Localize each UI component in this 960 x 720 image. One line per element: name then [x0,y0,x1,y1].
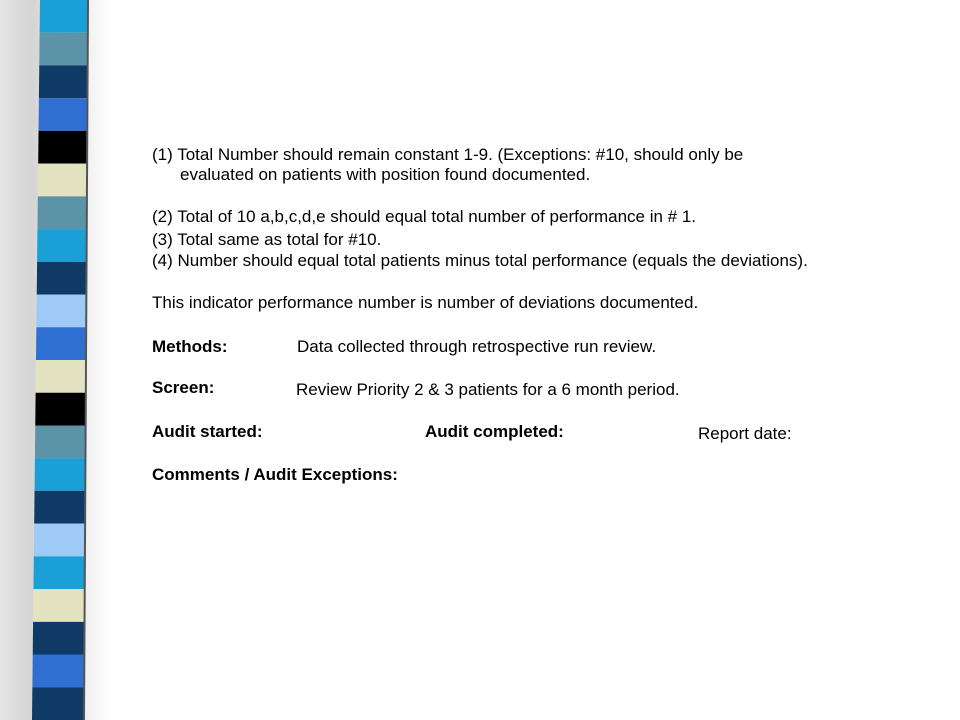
audit-completed-label: Audit completed: [425,422,564,441]
stripe-block [35,458,86,491]
stripe-block [32,655,84,688]
stripe-block [40,0,88,33]
stripe-block [37,262,87,295]
audit-started-label: Audit started: [152,422,263,441]
stripe-block [35,425,86,458]
stripe-block [36,360,86,393]
stripe-block [37,196,86,229]
screen-label: Screen: [152,378,215,397]
stripe-block [33,589,85,622]
item-1-continued: evaluated on patients with position found documented. [180,165,591,184]
screen-value: Review Priority 2 & 3 patients for a 6 month period. [296,380,680,399]
stripe-block [32,687,84,720]
decorative-stripe [0,0,112,720]
stripe-block [33,622,85,655]
report-date-label: Report date: [698,424,792,443]
stripe-block [39,33,88,66]
stripe-block [34,491,85,524]
stripe-block [39,65,88,98]
item-3: (3) Total same as total for #10. [152,230,382,249]
stripe-block [35,393,86,426]
item-4: (4) Number should equal total patients minus total performance (equals the deviations). [152,251,808,270]
stripe-block [36,327,86,360]
stripe-block [33,556,84,589]
indicator-note: This indicator performance number is number of deviations documented. [152,293,699,312]
methods-label: Methods: [152,337,228,356]
stripe-block [34,524,85,557]
item-1: (1) Total Number should remain constant 1-9. (Exceptions: #10, should only be [152,145,744,164]
item-2: (2) Total of 10 a,b,c,d,e should equal total number of performance in # 1. [152,207,697,226]
methods-value: Data collected through retrospective run review. [297,337,657,356]
stripe-block [39,98,88,131]
comments-label: Comments / Audit Exceptions: [152,465,398,484]
stripe-block [37,229,87,262]
stripe-block [36,295,86,328]
stripe-block [38,164,87,197]
stripe-block [38,131,87,164]
